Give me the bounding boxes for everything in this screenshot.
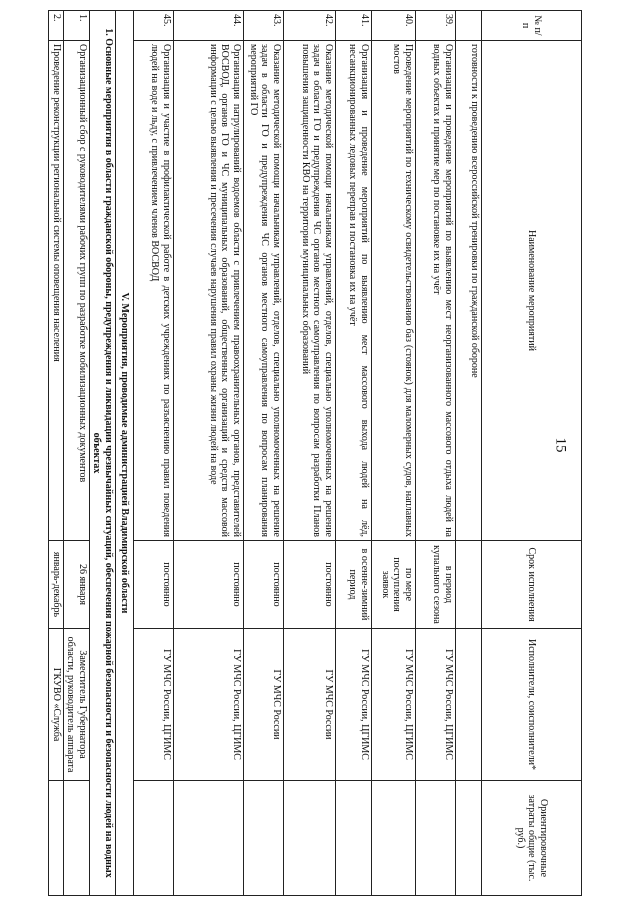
- row-term: [456, 541, 482, 629]
- table-row: [64, 11, 90, 896]
- row-no: 44.: [174, 11, 244, 41]
- measures-table: [49, 10, 583, 896]
- row-costs: [64, 781, 90, 896]
- row-term: постоянно: [244, 541, 284, 629]
- row-name: Организация и проведение мероприятий по выявлению мест массового выхода людей на лёд, несанкционированных ледовых переправ и постановка их на учёт: [336, 41, 372, 541]
- table-row: [244, 11, 284, 896]
- header-costs: Ориентировочные затраты общие (тыс. руб.): [482, 781, 582, 896]
- table-row: [372, 11, 416, 896]
- row-name: Организация и участие в профилактической работе в детских учреждениях по разъяснению правил поведения людей на воде и льду, с привлечением членов ВОСВОД: [134, 41, 174, 541]
- row-no: 42.: [284, 11, 336, 41]
- row-costs: [174, 781, 244, 896]
- row-name: Организационный сбор с руководителями рабочих групп по разработке мобилизационных документов: [64, 41, 90, 541]
- row-no: [456, 11, 482, 41]
- page-number: 15: [552, 437, 569, 453]
- subsection-row: [90, 11, 116, 896]
- row-costs: [284, 781, 336, 896]
- header-term: Срок исполнения: [482, 541, 582, 629]
- row-name: готовности к проведению всероссийской тренировки по гражданской обороне: [456, 41, 482, 541]
- row-name: Проведение мероприятий по техническому освидетельствованию баз (стоянок) для маломерных судов, наплавных мостов: [372, 41, 416, 541]
- rotated-document-table: [51, 10, 582, 895]
- row-term: 26 января: [64, 541, 90, 629]
- row-term: январь-декабрь: [49, 541, 64, 629]
- subsection-title: 1. Основные мероприятия в области гражданской обороны, предупреждения и ликвидации чрезвычайных ситуаций, обеспечения пожарной безопасности и безопасности людей на водных объектах: [90, 11, 116, 896]
- row-costs: [49, 781, 64, 896]
- header-executors: Исполнители, соисполнители*: [482, 629, 582, 781]
- row-costs: [244, 781, 284, 896]
- row-executors: ГКУВО «Служба: [49, 629, 64, 781]
- section-title: V. Мероприятия, проводимые администрацией Владимирской области: [116, 11, 134, 896]
- row-no: 45.: [134, 11, 174, 41]
- table-row: [416, 11, 456, 896]
- row-no: 43.: [244, 11, 284, 41]
- row-executors: [456, 629, 482, 781]
- row-costs: [134, 781, 174, 896]
- row-name: Оказание методической помощи начальникам управлений, отделов, специально уполномоченных на решение задач в области ГО и предупреждения ЧС органов местного самоуправления по вопросам разработки Планов повышения защищенности КВО на территории муниципальных образований: [284, 41, 336, 541]
- row-no: 1.: [64, 11, 90, 41]
- row-no: 39.: [416, 11, 456, 41]
- row-term: в период купального сезона: [416, 541, 456, 629]
- row-term: постоянно: [174, 541, 244, 629]
- row-costs: [416, 781, 456, 896]
- table-row: [174, 11, 244, 896]
- row-no: 40.: [372, 11, 416, 41]
- row-no: 2.: [49, 11, 64, 41]
- table-row: [284, 11, 336, 896]
- table-row: [456, 11, 482, 896]
- row-executors: Заместитель Губернатора области, руководитель аппарата: [64, 629, 90, 781]
- table-row: [134, 11, 174, 896]
- header-no: № п/п: [482, 11, 582, 41]
- row-executors: ГУ МЧС России: [284, 629, 336, 781]
- table-row: [336, 11, 372, 896]
- row-name: Оказание методической помощи начальникам управлений, отделов, специально уполномоченных на решение задач в области ГО и предупреждения ЧС органов местного самоуправления по вопросам планирования мероприятий ГО: [244, 41, 284, 541]
- row-costs: [456, 781, 482, 896]
- row-executors: ГУ МЧС России, ЦГИМС: [134, 629, 174, 781]
- row-name: Организация и проведение мероприятий по выявлению мест неорганизованного массового отдыха людей на водных объектах и принятие мер по постановке их на учёт: [416, 41, 456, 541]
- row-no: 41.: [336, 11, 372, 41]
- row-term: постоянно: [284, 541, 336, 629]
- table-row: [49, 11, 64, 896]
- row-executors: ГУ МЧС России, ЦГИМС: [174, 629, 244, 781]
- row-term: в осенне-зимний период: [336, 541, 372, 629]
- row-executors: ГУ МЧС России, ЦГИМС: [372, 629, 416, 781]
- section-row: [116, 11, 134, 896]
- row-costs: [336, 781, 372, 896]
- row-executors: ГУ МЧС России, ЦГИМС: [336, 629, 372, 781]
- header-name: Наименование мероприятий: [482, 41, 582, 541]
- table-header-row: [482, 11, 582, 896]
- row-costs: [372, 781, 416, 896]
- row-term: по мере поступления заявок: [372, 541, 416, 629]
- row-executors: ГУ МЧС России: [244, 629, 284, 781]
- row-name: Организация патрулирований водоемов области с привлечением правоохранительных органов, представителей ВОСВОД, органов ГО и ЧС муниципальных образований, общественных организаций и средств массовой информации с целью выявления и пресечения случаев нарушения правил охраны жизни людей на воде: [174, 41, 244, 541]
- row-name: Проведение реконструкции региональной системы оповещения населения: [49, 41, 64, 541]
- row-term: постоянно: [134, 541, 174, 629]
- row-executors: ГУ МЧС России, ЦГИМС: [416, 629, 456, 781]
